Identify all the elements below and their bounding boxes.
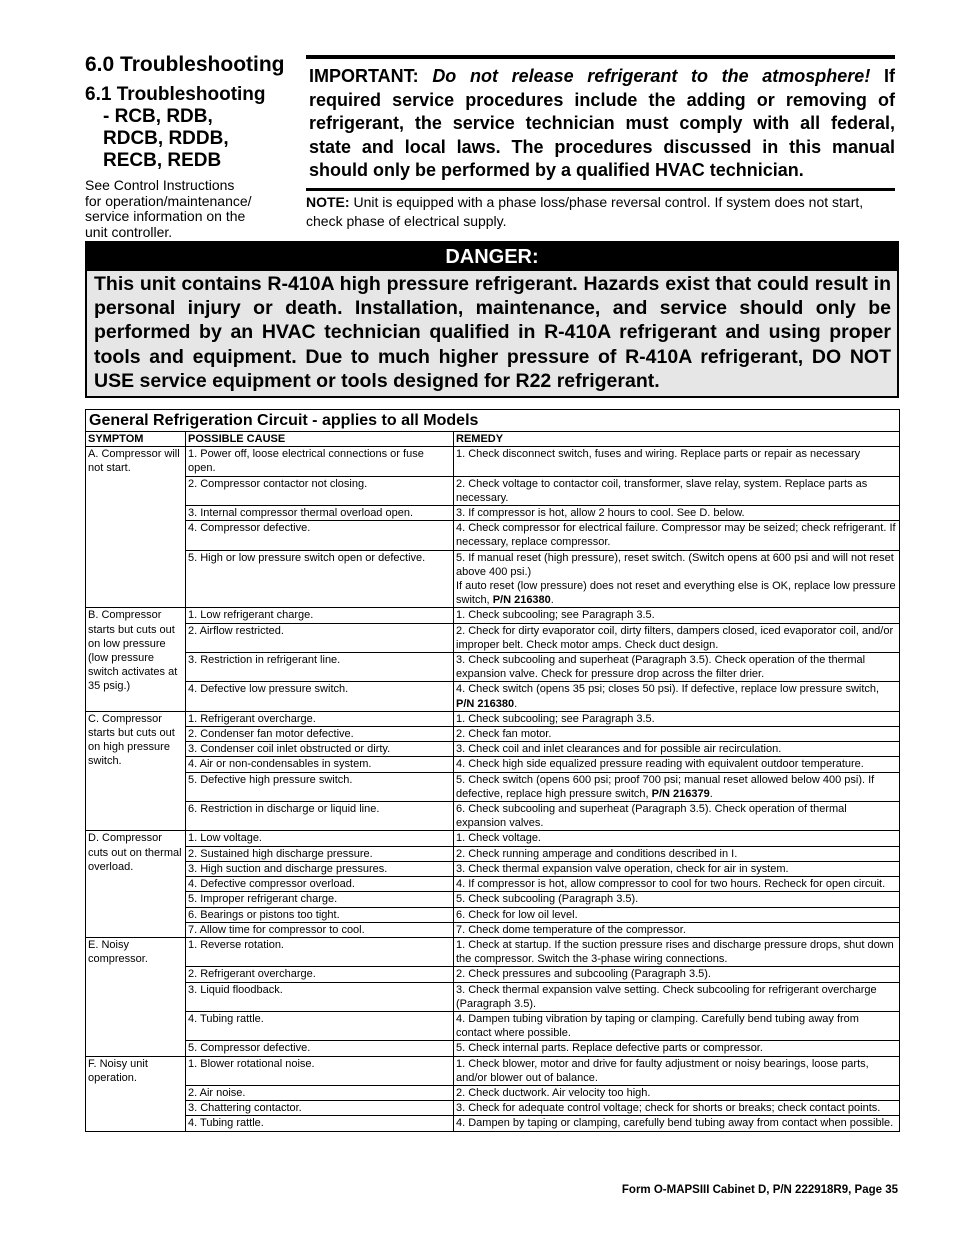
- remedy-cell: [454, 1116, 900, 1131]
- remedy-cell: [454, 506, 900, 521]
- remedy-text: 4. If compressor is hot, allow compressor to cool for two hours. Recheck for open circuit.: [456, 878, 886, 891]
- cause-cell: 7. Allow time for compressor to cool.: [186, 922, 454, 937]
- table-row: [86, 1085, 900, 1100]
- table-title: General Refrigeration Circuit - applies to all Models: [86, 410, 900, 432]
- note: [306, 193, 895, 231]
- remedy-text: 1. Check blower, motor and drive for faulty adjustment or noisy bearings, loose parts, and/or blower out of balance.: [456, 1057, 869, 1084]
- remedy-tail: .: [550, 594, 554, 607]
- table-row: [86, 521, 900, 550]
- remedy-cell: [454, 831, 900, 846]
- remedy-text: 4. Check compressor for electrical failure. Compressor may be seized; check refrigerant. If necessary, replace compressor.: [456, 522, 896, 549]
- table-row: [86, 1056, 900, 1085]
- remedy-cell: [454, 892, 900, 907]
- remedy-cell: [454, 757, 900, 772]
- cause-cell: 2. Refrigerant overcharge.: [186, 967, 454, 982]
- table-row: [86, 653, 900, 682]
- cause-cell: 3. Condenser coil inlet obstructed or dirty.: [186, 742, 454, 757]
- remedy-cell: [454, 846, 900, 861]
- remedy-cell: [454, 550, 900, 608]
- cause-cell: 5. Compressor defective.: [186, 1041, 454, 1056]
- cause-cell: 1. Power off, loose electrical connections or fuse open.: [186, 447, 454, 476]
- note-label: NOTE:: [306, 194, 350, 210]
- symptom-cell: D. Compressor cuts out on thermal overload.: [86, 831, 186, 937]
- table-row: [86, 550, 900, 608]
- important-label: IMPORTANT:: [309, 66, 419, 86]
- table-row: [86, 506, 900, 521]
- table-row: [86, 892, 900, 907]
- cause-cell: 3. High suction and discharge pressures.: [186, 861, 454, 876]
- remedy-text: 1. Check subcooling; see Paragraph 3.5.: [456, 712, 655, 725]
- table-row: [86, 682, 900, 711]
- danger-text: This unit contains R-410A high pressure refrigerant. Hazards exist that could result in personal injury or death. Installation, maintenance, and service should only be performed by an HVAC technician qualified in R-410A refrigerant and using proper tools and equipment. Due to much higher pressure of R-410A refrigerant, DO NOT USE service equipment or tools designed for R22 refrigerant.: [94, 273, 891, 392]
- symptom-cell: B. Compressor starts but cuts out on low pressure (low pressure switch activates at 35 psig.): [86, 608, 186, 711]
- symptom-cell: A. Compressor will not start.: [86, 447, 186, 608]
- remedy-cell: [454, 967, 900, 982]
- remedy-cell: [454, 1011, 900, 1040]
- subtitle-line: RECB, REDB: [103, 150, 222, 171]
- remedy-cell: [454, 772, 900, 801]
- remedy-cell: [454, 742, 900, 757]
- table-row: [86, 967, 900, 982]
- cause-cell: 4. Compressor defective.: [186, 521, 454, 550]
- remedy-cell: [454, 982, 900, 1011]
- remedy-cell: [454, 937, 900, 966]
- cause-cell: 2. Airflow restricted.: [186, 623, 454, 652]
- part-number: P/N 216380: [492, 594, 551, 607]
- intro-text: [85, 178, 295, 240]
- cause-cell: 1. Reverse rotation.: [186, 937, 454, 966]
- remedy-tail: .: [514, 697, 518, 710]
- remedy-text: 3. Check coil and inlet clearances and for possible air recirculation.: [456, 743, 782, 756]
- remedy-text: 1. Check disconnect switch, fuses and wiring. Replace parts or repair as necessary: [456, 448, 861, 461]
- cause-cell: 3. Restriction in refrigerant line.: [186, 653, 454, 682]
- remedy-text: 3. If compressor is hot, allow 2 hours to cool. See D. below.: [456, 507, 745, 520]
- remedy-text: 3. Check thermal expansion valve operation, check for air in system.: [456, 862, 789, 875]
- table-row: [86, 1101, 900, 1116]
- remedy-cell: [454, 802, 900, 831]
- cause-cell: 6. Bearings or pistons too tight.: [186, 907, 454, 922]
- section-header: [85, 52, 295, 240]
- header-symptom: SYMPTOM: [86, 432, 186, 447]
- page-footer: Form O-MAPSIII Cabinet D, P/N 222918R9, Page 35: [621, 1184, 898, 1196]
- remedy-cell: [454, 907, 900, 922]
- table-row: [86, 907, 900, 922]
- cause-cell: 1. Refrigerant overcharge.: [186, 711, 454, 726]
- remedy-cell: [454, 1085, 900, 1100]
- remedy-text: 2. Check fan motor.: [456, 728, 552, 741]
- table-row: [86, 476, 900, 505]
- remedy-cell: [454, 727, 900, 742]
- remedy-text: 1. Check subcooling; see Paragraph 3.5.: [456, 609, 655, 622]
- table-row: [86, 982, 900, 1011]
- cause-cell: 4. Tubing rattle.: [186, 1116, 454, 1131]
- note-text: Unit is equipped with a phase loss/phase reversal control. If system does not start, check phase of electrical supply.: [306, 194, 864, 229]
- header-possible-cause: POSSIBLE CAUSE: [186, 432, 454, 447]
- table-row: [86, 861, 900, 876]
- cause-cell: 2. Air noise.: [186, 1085, 454, 1100]
- header-remedy: REMEDY: [454, 432, 900, 447]
- important-emphasis: Do not release refrigerant to the atmosphere!: [432, 66, 871, 86]
- remedy-cell: [454, 1056, 900, 1085]
- symptom-cell: C. Compressor starts but cuts out on high pressure switch.: [86, 711, 186, 831]
- remedy-cell: [454, 711, 900, 726]
- remedy-text-continued: If auto reset (low pressure) does not reset and everything else is OK, replace low pressure switch,: [456, 580, 896, 607]
- remedy-text: 6. Check for low oil level.: [456, 908, 578, 921]
- remedy-text: 3. Check thermal expansion valve setting. Check subcooling for refrigerant overcharge (Paragraph 3.5).: [456, 983, 877, 1010]
- cause-cell: 4. Defective low pressure switch.: [186, 682, 454, 711]
- cause-cell: 4. Tubing rattle.: [186, 1011, 454, 1040]
- remedy-tail: .: [709, 787, 713, 800]
- remedy-text: 4. Check high side equalized pressure reading with equivalent outdoor temperature.: [456, 758, 864, 771]
- section-title: 6.0 Troubleshooting: [85, 53, 285, 76]
- remedy-text: 5. Check internal parts. Replace defective parts or compressor.: [456, 1042, 763, 1055]
- table-header-row: [86, 432, 900, 447]
- symptom-cell: E. Noisy compressor.: [86, 937, 186, 1056]
- remedy-text: 2. Check voltage to contactor coil, transformer, slave relay, system. Replace parts as necessary.: [456, 477, 868, 504]
- remedy-cell: [454, 1041, 900, 1056]
- remedy-text: 4. Dampen by taping or clamping, carefully bend tubing away from contact when possible.: [456, 1117, 894, 1130]
- table-row: [86, 742, 900, 757]
- table-row: [86, 802, 900, 831]
- remedy-text: 2. Check pressures and subcooling (Paragraph 3.5).: [456, 968, 711, 981]
- table-row: [86, 846, 900, 861]
- remedy-text: 7. Check dome temperature of the compressor.: [456, 923, 686, 936]
- cause-cell: 3. Liquid floodback.: [186, 982, 454, 1011]
- cause-cell: 2. Condenser fan motor defective.: [186, 727, 454, 742]
- remedy-cell: [454, 1101, 900, 1116]
- cause-cell: 2. Sustained high discharge pressure.: [186, 846, 454, 861]
- remedy-text: 2. Check for dirty evaporator coil, dirty filters, dampers closed, iced evaporator coil, and/or improper belt. Check motor amps. Check duct design.: [456, 624, 894, 651]
- subtitle-line: 6.1 Troubleshooting: [85, 84, 266, 105]
- table-row: [86, 623, 900, 652]
- cause-cell: 1. Blower rotational noise.: [186, 1056, 454, 1085]
- cause-cell: 1. Low voltage.: [186, 831, 454, 846]
- cause-cell: 2. Compressor contactor not closing.: [186, 476, 454, 505]
- remedy-text: 3. Check subcooling and superheat (Paragraph 3.5). Check operation of the thermal expansion valve. Check for pressure drop across the filter drier.: [456, 654, 866, 681]
- remedy-text: 1. Check voltage.: [456, 832, 541, 845]
- remedy-cell: [454, 653, 900, 682]
- table-row: [86, 877, 900, 892]
- remedy-cell: [454, 861, 900, 876]
- table-row: [86, 757, 900, 772]
- remedy-cell: [454, 623, 900, 652]
- table-row: [86, 711, 900, 726]
- intro-line: service information on the: [85, 208, 246, 224]
- table-row: [86, 447, 900, 476]
- table-row: [86, 608, 900, 623]
- cause-cell: 4. Air or non-condensables in system.: [186, 757, 454, 772]
- symptom-cell: F. Noisy unit operation.: [86, 1056, 186, 1131]
- remedy-cell: [454, 476, 900, 505]
- danger-heading: DANGER:: [87, 243, 897, 271]
- remedy-text: 3. Check for adequate control voltage; check for shorts or breaks; check contact points.: [456, 1102, 881, 1115]
- troubleshooting-table: [85, 409, 900, 1132]
- remedy-cell: [454, 447, 900, 476]
- part-number: P/N 216379: [651, 787, 710, 800]
- cause-cell: 5. Defective high pressure switch.: [186, 772, 454, 801]
- remedy-text: 4. Dampen tubing vibration by taping or clamping. Carefully bend tubing away from contact where possible.: [456, 1012, 859, 1040]
- intro-line: for operation/maintenance/: [85, 192, 252, 209]
- remedy-cell: [454, 682, 900, 711]
- remedy-text: 1. Check at startup. If the suction pressure rises and discharge pressure drops, shut down the compressor. Switch the 3-phase wiring connections.: [456, 938, 894, 966]
- section-subtitle: [85, 84, 295, 172]
- remedy-cell: [454, 608, 900, 623]
- subtitle-line: RDCB, RDDB,: [103, 128, 229, 149]
- remedy-cell: [454, 877, 900, 892]
- cause-cell: 6. Restriction in discharge or liquid line.: [186, 802, 454, 831]
- remedy-text: 2. Check ductwork. Air velocity too high.: [456, 1086, 651, 1099]
- table-row: [86, 1041, 900, 1056]
- remedy-text: 5. Check switch (opens 600 psi; proof 700 psi; manual reset allowed below 400 psi). If defective, replace high pressure switch,: [456, 773, 875, 800]
- intro-line: See Control Instructions: [85, 177, 235, 193]
- cause-cell: 5. Improper refrigerant charge.: [186, 892, 454, 907]
- important-text: If required service procedures include the adding or removing of refrigerant, the service technician must comply with all federal, state and local laws. The procedures discussed in this manual should only be performed by a qualified HVAC technician.: [309, 66, 895, 180]
- table-row: [86, 772, 900, 801]
- table-row: [86, 727, 900, 742]
- cause-cell: 4. Defective compressor overload.: [186, 877, 454, 892]
- remedy-cell: [454, 922, 900, 937]
- table-title-row: [86, 410, 900, 432]
- table-row: [86, 831, 900, 846]
- table-row: [86, 937, 900, 966]
- cause-cell: 5. High or low pressure switch open or defective.: [186, 550, 454, 608]
- remedy-text: 5. Check subcooling (Paragraph 3.5).: [456, 893, 639, 906]
- danger-box: [85, 241, 899, 398]
- remedy-text: 5. If manual reset (high pressure), reset switch. (Switch opens at 600 psi and will not reset above 400 psi.): [456, 551, 894, 578]
- subtitle-line: - RCB, RDB,: [103, 106, 213, 127]
- intro-line: unit controller.: [85, 223, 173, 240]
- remedy-text: 2. Check running amperage and conditions described in I.: [456, 847, 738, 860]
- remedy-text: 4. Check switch (opens 35 psi; closes 50 psi). If defective, replace low pressure switch,: [456, 683, 880, 696]
- table-row: [86, 1011, 900, 1040]
- table-row: [86, 1116, 900, 1131]
- cause-cell: 1. Low refrigerant charge.: [186, 608, 454, 623]
- cause-cell: 3. Chattering contactor.: [186, 1101, 454, 1116]
- remedy-cell: [454, 521, 900, 550]
- table-row: [86, 922, 900, 937]
- important-notice: [306, 55, 895, 191]
- remedy-text: 6. Check subcooling and superheat (Paragraph 3.5). Check operation of thermal expansion valves.: [456, 803, 847, 830]
- part-number: P/N 216380: [456, 697, 515, 710]
- cause-cell: 3. Internal compressor thermal overload open.: [186, 506, 454, 521]
